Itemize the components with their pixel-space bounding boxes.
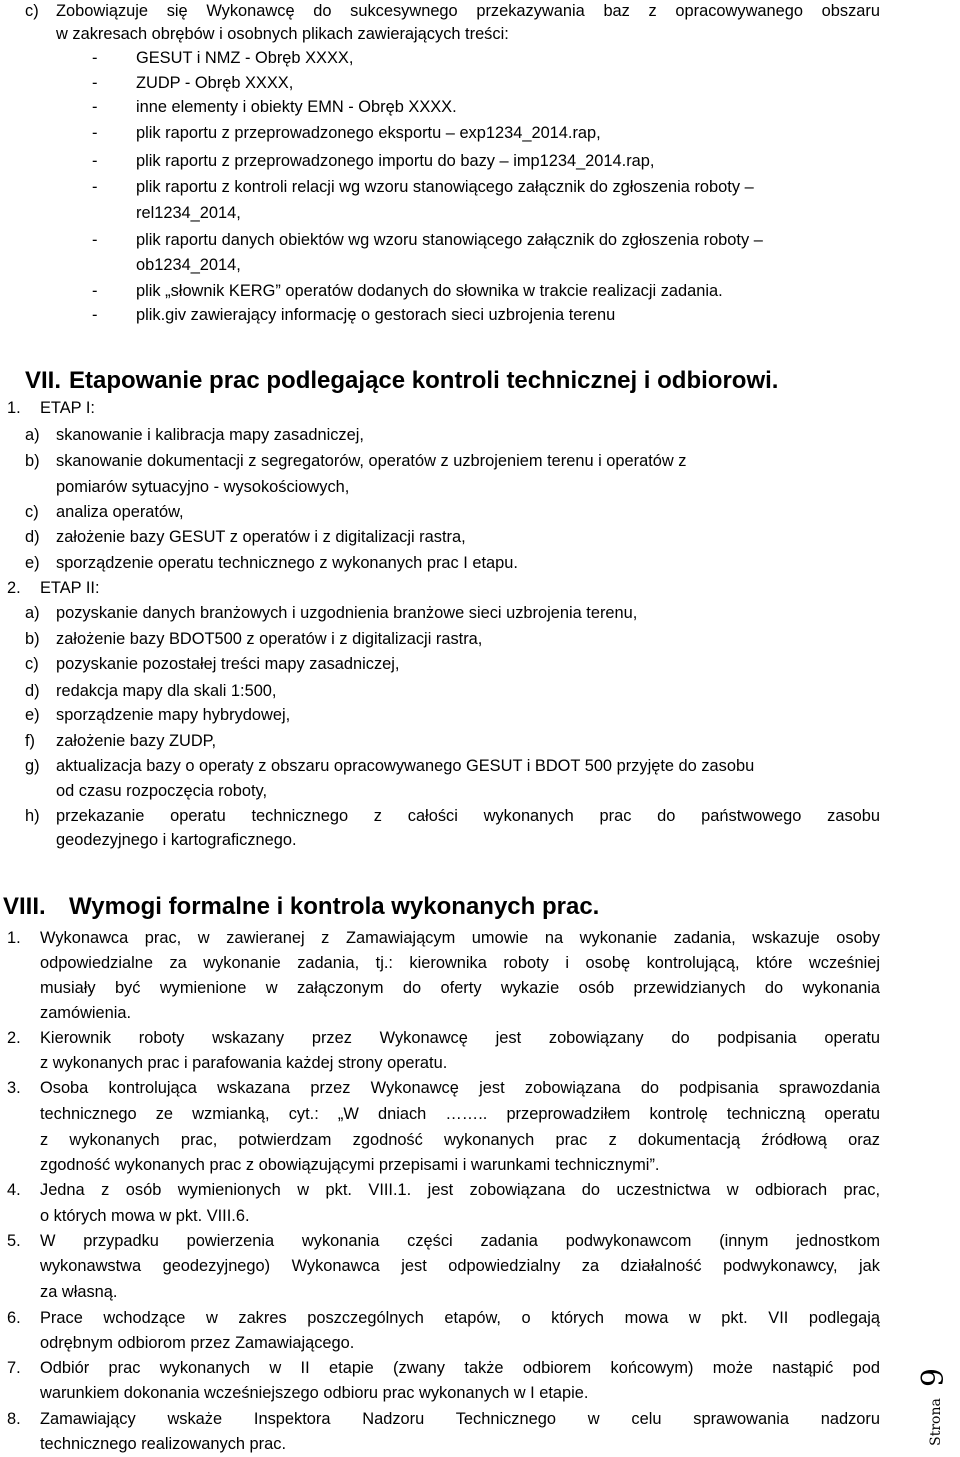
paragraph-line: W przypadku powierzenia wykonania części zadania podwykonawcom (innym jednostkom — [40, 1232, 880, 1250]
item-marker: b) — [25, 452, 40, 470]
section-title: Etapowanie prac podlegające kontroli technicznej i odbiorowi. — [69, 367, 779, 394]
item-number: 5. — [7, 1232, 21, 1250]
paragraph-line: technicznego realizowanych prac. — [40, 1435, 286, 1453]
paragraph-line: zamówienia. — [40, 1004, 132, 1022]
list-dash: - — [92, 74, 98, 92]
list-item: skanowanie dokumentacji z segregatorów, operatów z uzbrojeniem terenu i operatów z — [56, 452, 687, 470]
stage-number: 1. — [7, 399, 21, 417]
list-item: pozyskanie pozostałej treści mapy zasadniczej, — [56, 655, 400, 673]
item-number: 1. — [7, 929, 21, 947]
list-dash: - — [92, 306, 98, 324]
paragraph-line: Jedna z osób wymienionych w pkt. VIII.1. jest zobowiązana do uczestnictwa w odbiorach prac, — [40, 1181, 880, 1199]
list-dash: - — [92, 49, 98, 67]
paragraph-line: z wykonanych prac i parafowania każdej strony operatu. — [40, 1054, 448, 1072]
paragraph-line: odpowiedzialne za wykonanie zadania, tj.: kierownika roboty i osobę kontrolującą, które wcześniej — [40, 954, 880, 972]
list-item: założenie bazy GESUT z operatów i z digitalizacji rastra, — [56, 528, 466, 546]
list-dash: - — [92, 231, 98, 249]
list-dash: - — [92, 98, 98, 116]
item-number: 7. — [7, 1359, 21, 1377]
list-item: redakcja mapy dla skali 1:500, — [56, 682, 277, 700]
list-item: geodezyjnego i kartograficznego. — [56, 831, 297, 849]
paragraph-line: musiały być wymienione w załączonym do oferty wykazie osób przewidzianych do wykonania — [40, 979, 880, 997]
list-item: plik raportu z przeprowadzonego eksportu – exp1234_2014.rap, — [136, 124, 601, 142]
list-dash: - — [92, 178, 98, 196]
paragraph-line: Prace wchodzące w zakres poszczególnych etapów, o których mowa w pkt. VII podlegają — [40, 1309, 880, 1327]
item-marker: e) — [25, 706, 40, 724]
paragraph-line: technicznego ze wzmianką, cyt.: „W dniach …….. przeprowadziłem kontrolę techniczną operatu — [40, 1105, 880, 1123]
page-number-marker — [918, 1360, 958, 1457]
stage-label: ETAP I: — [40, 399, 95, 417]
list-item: analiza operatów, — [56, 503, 184, 521]
page-label: Strona — [928, 1398, 944, 1446]
list-item: plik.giv zawierający informację o gestorach sieci uzbrojenia terenu — [136, 306, 616, 324]
list-item: przekazanie operatu technicznego z całości wykonanych prac do państwowego zasobu — [56, 807, 880, 825]
list-item: plik raportu danych obiektów wg wzoru stanowiącego załącznik do zgłoszenia roboty – — [136, 231, 763, 249]
paragraph-line: o których mowa w pkt. VIII.6. — [40, 1207, 250, 1225]
item-marker: g) — [25, 757, 40, 775]
item-marker: d) — [25, 528, 40, 546]
paragraph-line: z wykonanych prac, potwierdzam zgodność wykonanych prac z dokumentacją źródłową oraz — [40, 1131, 880, 1149]
list-item: plik „słownik KERG” operatów dodanych do słownika w trakcie realizacji zadania. — [136, 282, 723, 300]
paragraph-line: Wykonawca prac, w zawieranej z Zamawiającym umowie na wykonanie zadania, wskazuje osoby — [40, 929, 880, 947]
item-marker: d) — [25, 682, 40, 700]
list-dash: - — [92, 282, 98, 300]
paragraph-line: warunkiem dokonania wcześniejszego odbioru prac wykonanych w I etapie. — [40, 1384, 589, 1402]
list-item: inne elementy i obiekty EMN - Obręb XXXX. — [136, 98, 457, 116]
list-dash: - — [92, 152, 98, 170]
paragraph-line: zgodność wykonanych prac z obowiązującymi przepisami i warunkami technicznymi”. — [40, 1156, 660, 1174]
stage-label: ETAP II: — [40, 579, 100, 597]
paragraph-line: za własną. — [40, 1283, 118, 1301]
paragraph-line: Osoba kontrolująca wskazana przez Wykonawcę jest zobowiązana do podpisania sprawozdania — [40, 1079, 880, 1097]
list-item: GESUT i NMZ - Obręb XXXX, — [136, 49, 354, 67]
item-marker: h) — [25, 807, 40, 825]
item-number: 2. — [7, 1029, 21, 1047]
item-marker: c) — [25, 503, 39, 521]
list-item: pozyskanie danych branżowych i uzgodnienia branżowe sieci uzbrojenia terenu, — [56, 604, 638, 622]
list-item: skanowanie i kalibracja mapy zasadniczej, — [56, 426, 364, 444]
item-marker: e) — [25, 554, 40, 572]
section-title: Wymogi formalne i kontrola wykonanych prac. — [69, 893, 600, 920]
list-item: plik raportu z kontroli relacji wg wzoru stanowiącego załącznik do zgłoszenia roboty – — [136, 178, 754, 196]
list-item: założenie bazy ZUDP, — [56, 732, 217, 750]
item-number: 8. — [7, 1410, 21, 1428]
paragraph-line: wykonawstwa geodezyjnego) Wykonawca jest odpowiedzialny za działalność podwykonawcy, jak — [40, 1257, 880, 1275]
list-item: ob1234_2014, — [136, 256, 241, 274]
item-marker: f) — [25, 732, 36, 750]
list-dash: - — [92, 124, 98, 142]
item-marker: b) — [25, 630, 40, 648]
item-marker: c) — [25, 2, 39, 20]
list-item: aktualizacja bazy o operaty z obszaru opracowywanego GESUT i BDOT 500 przyjęte do zasobu — [56, 757, 755, 775]
paragraph-line: w zakresach obrębów i osobnych plikach zawierających treści: — [56, 25, 509, 43]
list-item: założenie bazy BDOT500 z operatów i z digitalizacji rastra, — [56, 630, 483, 648]
item-marker: a) — [25, 604, 40, 622]
list-item: sporządzenie operatu technicznego z wykonanych prac I etapu. — [56, 554, 518, 572]
item-marker: c) — [25, 655, 39, 673]
list-item: rel1234_2014, — [136, 204, 241, 222]
page-number: 9 — [916, 1367, 952, 1388]
section-number: VIII. — [3, 893, 46, 920]
list-item: od czasu rozpoczęcia roboty, — [56, 782, 268, 800]
item-number: 3. — [7, 1079, 21, 1097]
paragraph-line: Zamawiający wskaże Inspektora Nadzoru Technicznego w celu sprawowania nadzoru — [40, 1410, 880, 1428]
stage-number: 2. — [7, 579, 21, 597]
list-item: sporządzenie mapy hybrydowej, — [56, 706, 291, 724]
paragraph-line: Kierownik roboty wskazany przez Wykonawcę jest zobowiązany do podpisania operatu — [40, 1029, 880, 1047]
item-number: 4. — [7, 1181, 21, 1199]
paragraph-line: odrębnym odbiorom przez Zamawiającego. — [40, 1334, 355, 1352]
list-item: ZUDP - Obręb XXXX, — [136, 74, 294, 92]
paragraph-line: Odbiór prac wykonanych w II etapie (zwany także odbiorem końcowym) może nastąpić pod — [40, 1359, 880, 1377]
list-item: plik raportu z przeprowadzonego importu do bazy – imp1234_2014.rap, — [136, 152, 655, 170]
paragraph-line: Zobowiązuje się Wykonawcę do sukcesywnego przekazywania baz z opracowywanego obszaru — [56, 2, 880, 20]
item-marker: a) — [25, 426, 40, 444]
list-item: pomiarów sytuacyjno - wysokościowych, — [56, 478, 350, 496]
section-number: VII. — [25, 367, 62, 394]
item-number: 6. — [7, 1309, 21, 1327]
